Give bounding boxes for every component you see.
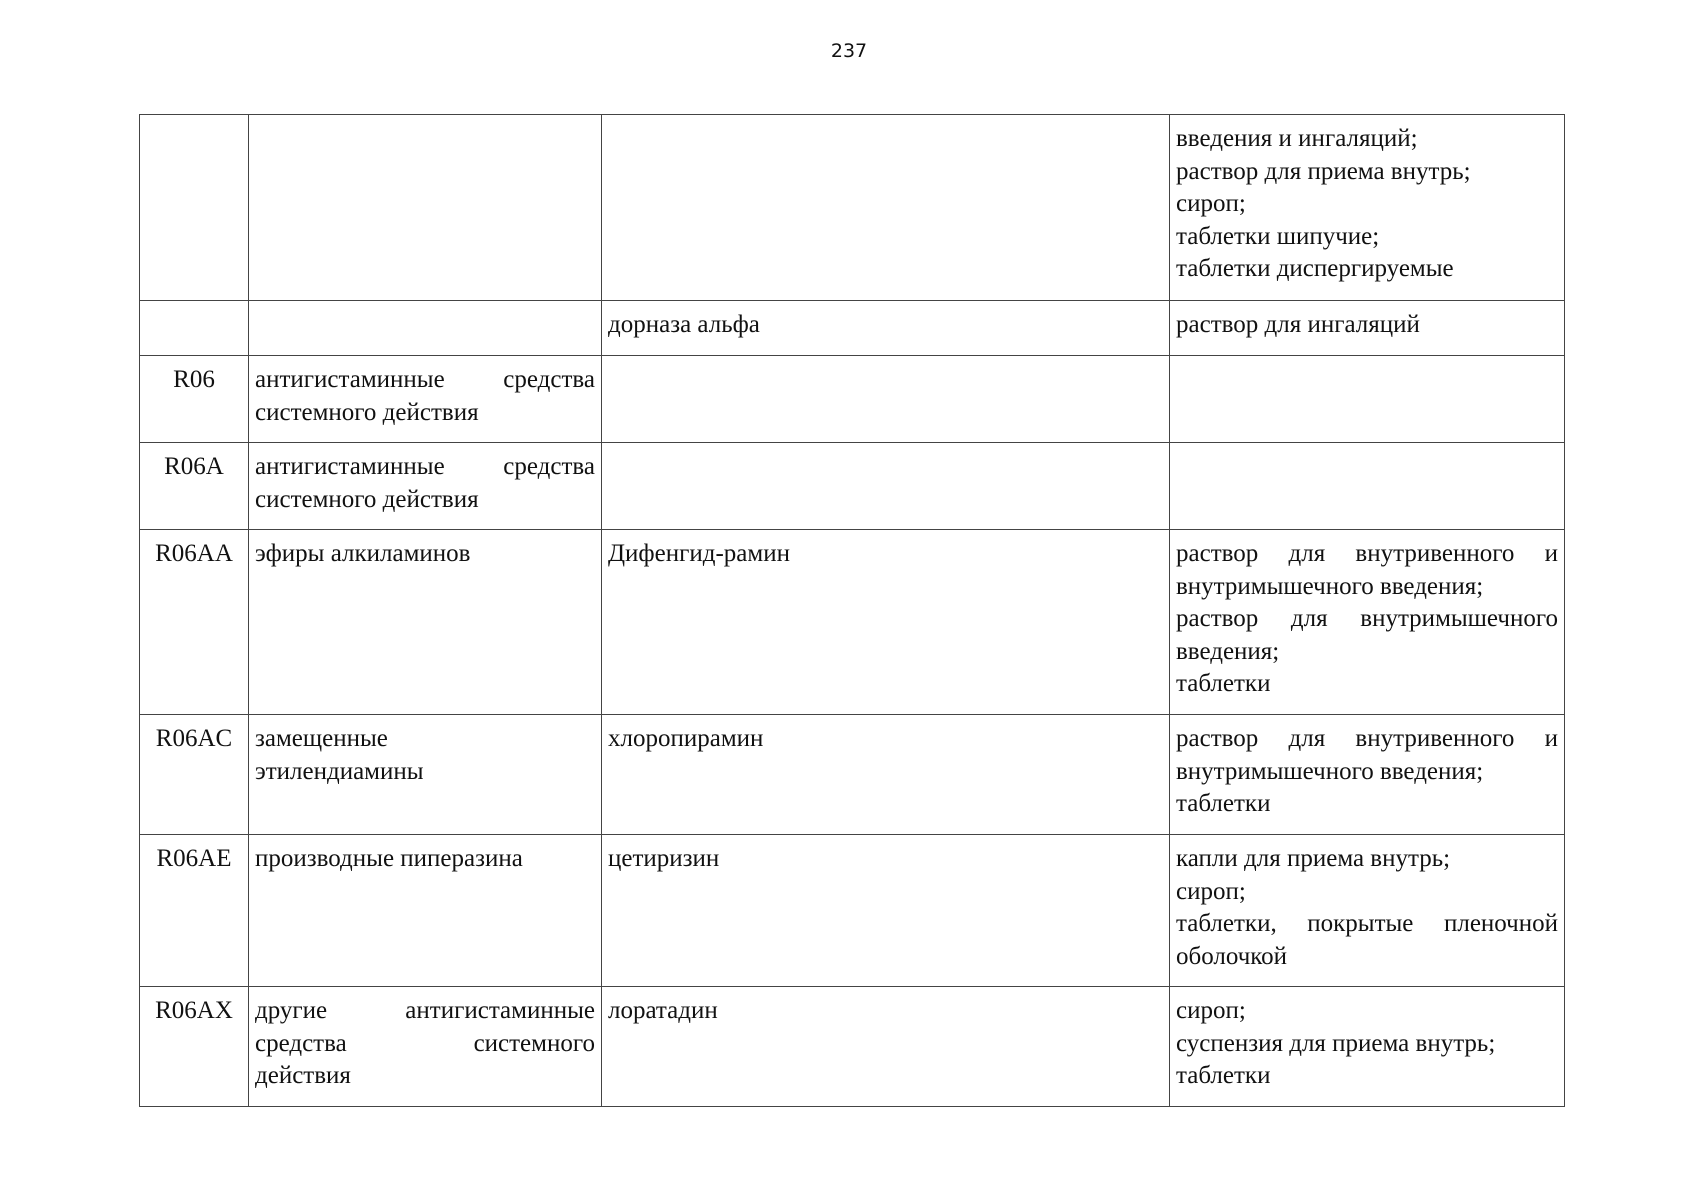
atc-code-cell — [140, 301, 249, 356]
atc-code-cell — [140, 530, 249, 715]
table-row — [140, 443, 1565, 530]
group-cell — [249, 715, 602, 835]
atc-code-cell — [140, 987, 249, 1107]
group-name-line: средства системного — [255, 1029, 595, 1057]
table-row — [140, 356, 1565, 443]
dosage-form-line: внутримышечного введения; — [1176, 757, 1484, 785]
dosage-forms-cell — [1170, 301, 1565, 356]
drug-cell — [602, 115, 1170, 301]
table-row — [140, 715, 1565, 835]
group-name-line: производные пиперазина — [255, 845, 523, 872]
drug-cell — [602, 835, 1170, 987]
dosage-forms-cell — [1170, 356, 1565, 443]
atc-code: R06AE — [156, 845, 232, 872]
table-row — [140, 115, 1565, 301]
group-cell — [249, 835, 602, 987]
dosage-form-line: таблетки — [1176, 790, 1271, 817]
table-row — [140, 987, 1565, 1107]
dosage-form-line: сироп; — [1176, 190, 1246, 217]
dosage-form-line: сироп; — [1176, 877, 1246, 905]
group-cell — [249, 530, 602, 715]
atc-code-cell — [140, 443, 249, 530]
atc-code-cell — [140, 115, 249, 301]
dosage-forms-cell — [1170, 987, 1565, 1107]
drug-cell — [602, 443, 1170, 530]
atc-code-cell — [140, 356, 249, 443]
atc-code: R06AA — [155, 540, 233, 567]
group-cell — [249, 115, 602, 301]
group-cell — [249, 987, 602, 1107]
group-name-line: замещенные — [255, 725, 388, 752]
group-name-line: системного действия — [255, 485, 479, 513]
group-cell — [249, 301, 602, 356]
atc-code-cell — [140, 715, 249, 835]
dosage-form-line: сироп; — [1176, 997, 1246, 1024]
dosage-form-line: введения; — [1176, 637, 1280, 665]
dosage-forms-cell — [1170, 715, 1565, 835]
drug-cell — [602, 356, 1170, 443]
group-name-line: эфиры алкиламинов — [255, 540, 471, 567]
dosage-forms-cell — [1170, 443, 1565, 530]
dosage-forms-cell — [1170, 530, 1565, 715]
drug-classification-table — [139, 114, 1565, 1107]
table-row — [140, 835, 1565, 987]
drug-name: хлоропирамин — [608, 725, 764, 752]
group-name-line: антигистаминные средства — [255, 366, 595, 393]
dosage-form-line: оболочкой — [1176, 942, 1288, 970]
dosage-form-line: раствор для приема внутрь; — [1176, 157, 1471, 185]
atc-code: R06AX — [155, 997, 233, 1024]
dosage-form-line: таблетки — [1176, 1062, 1271, 1089]
group-name-line: действия — [255, 1062, 351, 1089]
group-name-line: антигистаминные средства — [255, 453, 595, 480]
dosage-forms-cell — [1170, 115, 1565, 301]
dosage-form-line: капли для приема внутрь; — [1176, 845, 1451, 872]
drug-name: лоратадин — [608, 997, 718, 1024]
atc-code: R06AC — [155, 725, 233, 752]
dosage-form-line: введения и ингаляций; — [1176, 125, 1418, 152]
group-name-line: этилендиамины — [255, 757, 424, 785]
atc-code: R06 — [173, 366, 215, 393]
drug-cell — [602, 987, 1170, 1107]
drug-cell — [602, 715, 1170, 835]
group-name-line: системного действия — [255, 398, 479, 426]
dosage-form-line: внутримышечного введения; — [1176, 572, 1484, 600]
atc-code: R06A — [164, 453, 224, 480]
dosage-form-line: раствор для внутримышечного — [1176, 605, 1558, 632]
dosage-form-line: раствор для внутривенного и — [1176, 725, 1558, 752]
drug-name: цетиризин — [608, 845, 720, 872]
table-row — [140, 301, 1565, 356]
dosage-form-line: раствор для внутривенного и — [1176, 540, 1558, 567]
drug-cell — [602, 530, 1170, 715]
dosage-form-line: таблетки диспергируемые — [1176, 255, 1454, 282]
dosage-form-line: таблетки, покрытые пленочной — [1176, 910, 1558, 937]
drug-name: дорназа альфа — [608, 311, 760, 338]
table-row — [140, 530, 1565, 715]
group-name-line: другие антигистаминные — [255, 997, 595, 1024]
page-number: 237 — [830, 40, 868, 62]
drug-cell — [602, 301, 1170, 356]
dosage-form-line: таблетки шипучие; — [1176, 222, 1380, 250]
group-cell — [249, 443, 602, 530]
group-cell — [249, 356, 602, 443]
atc-code-cell — [140, 835, 249, 987]
dosage-form-line: таблетки — [1176, 670, 1271, 697]
dosage-form-line: суспензия для приема внутрь; — [1176, 1029, 1496, 1057]
dosage-forms-cell — [1170, 835, 1565, 987]
dosage-form-line: раствор для ингаляций — [1176, 311, 1420, 338]
drug-name: Дифенгид-рамин — [608, 540, 790, 567]
